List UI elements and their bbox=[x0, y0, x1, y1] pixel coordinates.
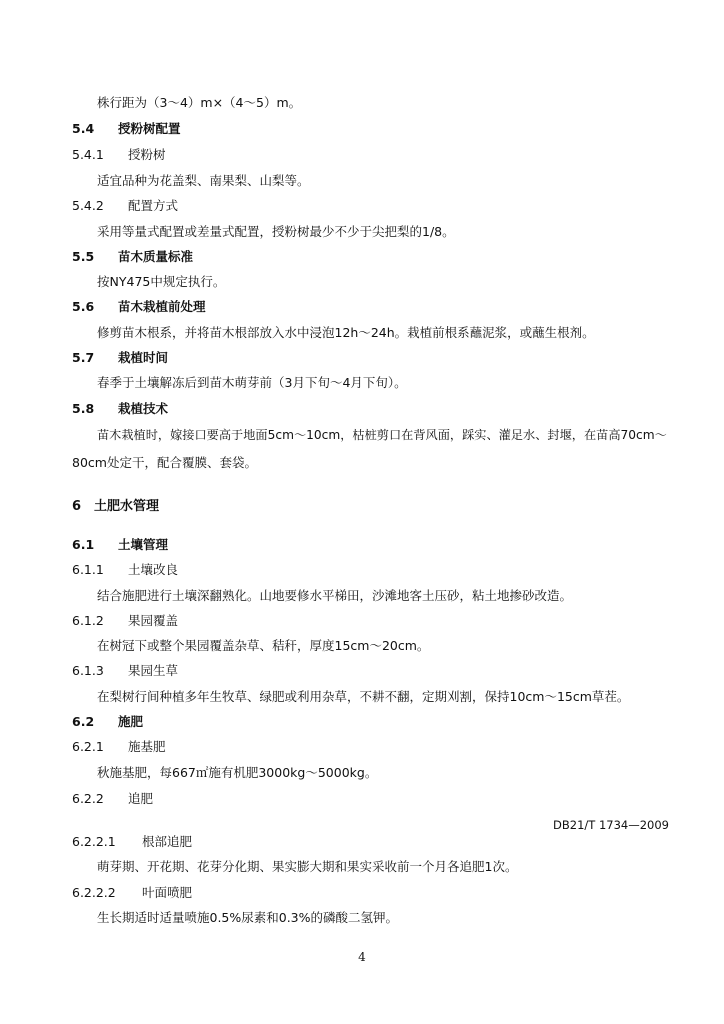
paragraph: 按NY475中规定执行。 bbox=[97, 274, 226, 289]
subsection-title: 果园生草 bbox=[128, 663, 179, 678]
subsection-heading bbox=[72, 663, 178, 679]
paragraph: 秋施基肥，每667㎡施有机肥3000kg～5000kg。 bbox=[97, 765, 378, 780]
subsection-heading bbox=[72, 791, 153, 807]
section-heading bbox=[72, 401, 168, 417]
clause-heading bbox=[72, 834, 192, 850]
subsection-heading bbox=[72, 198, 178, 214]
paragraph: 采用等量式配置或差量式配置，授粉树最少不少于尖把梨的1/8。 bbox=[97, 224, 455, 239]
subsection-title: 果园覆盖 bbox=[128, 613, 179, 628]
section-title: 施肥 bbox=[118, 714, 144, 729]
clause-title: 叶面喷肥 bbox=[142, 885, 193, 900]
subsection-number: 6.2.2 bbox=[72, 791, 104, 806]
section-title: 苗木质量标准 bbox=[118, 249, 194, 264]
subsection-number: 6.1.3 bbox=[72, 663, 104, 678]
paragraph: 修剪苗木根系，并将苗木根部放入水中浸泡12h～24h。栽植前根系蘸泥浆，或蘸生根剂。 bbox=[97, 325, 595, 340]
section-number: 6.1 bbox=[72, 537, 95, 552]
subsection-heading bbox=[72, 613, 178, 629]
section-heading bbox=[72, 121, 181, 137]
paragraph: 萌芽期、开花期、花芽分化期、果实膨大期和果实采收前一个月各追肥1次。 bbox=[97, 859, 518, 874]
section-title: 土壤管理 bbox=[118, 537, 169, 552]
subsection-number: 6.2.1 bbox=[72, 739, 104, 754]
clause-heading bbox=[72, 885, 192, 901]
section-heading bbox=[72, 537, 168, 553]
chapter-number: 6 bbox=[72, 499, 82, 514]
subsection-number: 6.1.2 bbox=[72, 613, 104, 628]
section-number: 5.5 bbox=[72, 249, 95, 264]
chapter-heading bbox=[72, 499, 159, 515]
section-title: 苗木栽植前处理 bbox=[118, 299, 206, 314]
subsection-title: 追肥 bbox=[128, 791, 154, 806]
section-heading bbox=[72, 299, 206, 315]
subsection-number: 5.4.1 bbox=[72, 147, 104, 162]
standard-code: DB21/T 1734—2009 bbox=[553, 818, 669, 832]
section-number: 6.2 bbox=[72, 714, 95, 729]
section-heading bbox=[72, 350, 168, 366]
chapter-title: 土肥水管理 bbox=[94, 499, 160, 514]
paragraph: 苗木栽植时，嫁接口要高于地面5cm～10cm，枯桩剪口在背风面，踩实、灌足水、封堰，在苗高70cm～ bbox=[97, 428, 667, 442]
paragraph-continuation: 80cm处定干，配合覆膜、套袋。 bbox=[72, 455, 257, 470]
section-number: 5.7 bbox=[72, 350, 95, 365]
clause-number: 6.2.2.2 bbox=[72, 885, 116, 900]
subsection-number: 6.1.1 bbox=[72, 562, 104, 577]
paragraph: 株行距为（3～4）m×（4～5）m。 bbox=[97, 95, 302, 110]
subsection-heading bbox=[72, 147, 166, 163]
section-title: 栽植时间 bbox=[118, 350, 169, 365]
subsection-title: 土壤改良 bbox=[128, 562, 179, 577]
paragraph: 在梨树行间种植多年生牧草、绿肥或利用杂草，不耕不翻，定期刈割，保持10cm～15cm草茬。 bbox=[97, 689, 630, 704]
paragraph: 适宜品种为花盖梨、南果梨、山梨等。 bbox=[97, 173, 310, 188]
subsection-title: 配置方式 bbox=[128, 198, 179, 213]
section-heading bbox=[72, 714, 143, 730]
section-number: 5.8 bbox=[72, 401, 95, 416]
paragraph: 在树冠下或整个果园覆盖杂草、秸秆，厚度15cm～20cm。 bbox=[97, 638, 430, 653]
section-title: 栽植技术 bbox=[118, 401, 169, 416]
subsection-number: 5.4.2 bbox=[72, 198, 104, 213]
subsection-title: 施基肥 bbox=[128, 739, 166, 754]
clause-title: 根部追肥 bbox=[142, 834, 193, 849]
subsection-title: 授粉树 bbox=[128, 147, 166, 162]
section-number: 5.4 bbox=[72, 121, 95, 136]
section-title: 授粉树配置 bbox=[118, 121, 181, 136]
subsection-heading bbox=[72, 562, 178, 578]
clause-number: 6.2.2.1 bbox=[72, 834, 116, 849]
section-heading bbox=[72, 249, 193, 265]
paragraph: 结合施肥进行土壤深翻熟化。山地要修水平梯田，沙滩地客土压砂，粘土地掺砂改造。 bbox=[97, 588, 573, 603]
paragraph: 春季于土壤解冻后到苗木萌芽前（3月下旬～4月下旬）。 bbox=[97, 375, 407, 390]
paragraph: 生长期适时适量喷施0.5%尿素和0.3%的磷酸二氢钾。 bbox=[97, 910, 399, 925]
subsection-heading bbox=[72, 739, 166, 755]
page-number: 4 bbox=[358, 950, 366, 964]
section-number: 5.6 bbox=[72, 299, 95, 314]
